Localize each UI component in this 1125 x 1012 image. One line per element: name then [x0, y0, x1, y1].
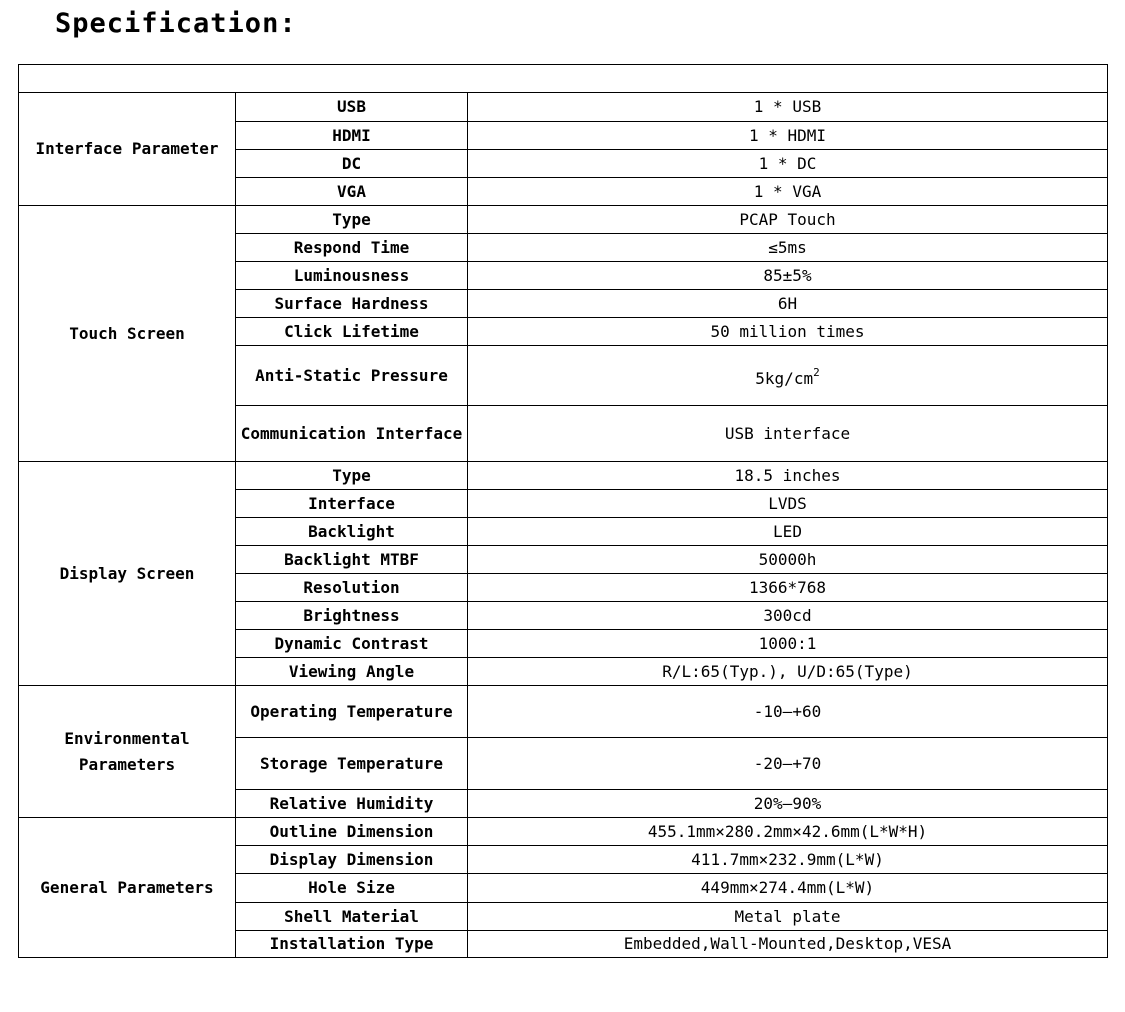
param-label: Shell Material: [236, 903, 468, 931]
param-label: Storage Temperature: [236, 738, 468, 790]
section-touch-screen: Touch Screen: [19, 206, 236, 462]
param-value: 18.5 inches: [468, 462, 1108, 490]
param-value: 1000:1: [468, 630, 1108, 658]
param-value: 449mm×274.4mm(L*W): [468, 874, 1108, 903]
param-value: ≤5ms: [468, 234, 1108, 262]
param-label: Surface Hardness: [236, 290, 468, 318]
param-label: USB: [236, 93, 468, 122]
blank-header-cell: [19, 65, 1108, 93]
param-label: Outline Dimension: [236, 818, 468, 846]
param-value: 411.7mm×232.9mm(L*W): [468, 846, 1108, 874]
param-value: -10—+60: [468, 686, 1108, 738]
param-label: Hole Size: [236, 874, 468, 903]
param-label: Resolution: [236, 574, 468, 602]
param-value: 20%—90%: [468, 790, 1108, 818]
table-row: [19, 93, 1108, 122]
param-label: Respond Time: [236, 234, 468, 262]
param-label: HDMI: [236, 122, 468, 150]
param-value: 1 * HDMI: [468, 122, 1108, 150]
param-value: 85±5%: [468, 262, 1108, 290]
param-value: 1 * VGA: [468, 178, 1108, 206]
param-value: [468, 346, 1108, 406]
param-label: Operating Temperature: [236, 686, 468, 738]
table-header-row: [19, 65, 1108, 93]
param-label: Dynamic Contrast: [236, 630, 468, 658]
param-value: 300cd: [468, 602, 1108, 630]
param-label: Backlight: [236, 518, 468, 546]
param-value: USB interface: [468, 406, 1108, 462]
param-label: Communication Interface: [236, 406, 468, 462]
section-display-screen: Display Screen: [19, 462, 236, 686]
param-value: Embedded,Wall-Mounted,Desktop,VESA: [468, 931, 1108, 958]
param-value: LED: [468, 518, 1108, 546]
param-label: VGA: [236, 178, 468, 206]
param-value: R/L:65(Typ.), U/D:65(Type): [468, 658, 1108, 686]
section-environmental-parameters: Environmental Parameters: [19, 686, 236, 818]
param-value: 50 million times: [468, 318, 1108, 346]
param-value: 455.1mm×280.2mm×42.6mm(L*W*H): [468, 818, 1108, 846]
section-interface-parameter: Interface Parameter: [19, 93, 236, 206]
param-label: Interface: [236, 490, 468, 518]
param-label: Anti-Static Pressure: [236, 346, 468, 406]
param-value-text: 5kg/cm: [755, 368, 814, 388]
param-label: DC: [236, 150, 468, 178]
superscript-exponent: 2: [813, 365, 820, 379]
table-row: [19, 686, 1108, 738]
table-row: [19, 206, 1108, 234]
param-value: Metal plate: [468, 903, 1108, 931]
param-label: Luminousness: [236, 262, 468, 290]
param-label: Installation Type: [236, 931, 468, 958]
param-label: Type: [236, 462, 468, 490]
param-value: 50000h: [468, 546, 1108, 574]
specification-table: [18, 64, 1108, 958]
param-value: -20—+70: [468, 738, 1108, 790]
table-row: [19, 462, 1108, 490]
table-row: [19, 818, 1108, 846]
param-value: 1 * USB: [468, 93, 1108, 122]
param-value: LVDS: [468, 490, 1108, 518]
param-label: Relative Humidity: [236, 790, 468, 818]
param-value: 1366*768: [468, 574, 1108, 602]
param-label: Display Dimension: [236, 846, 468, 874]
param-value: 1 * DC: [468, 150, 1108, 178]
param-label: Brightness: [236, 602, 468, 630]
param-label: Type: [236, 206, 468, 234]
param-value: 6H: [468, 290, 1108, 318]
param-label: Viewing Angle: [236, 658, 468, 686]
param-label: Backlight MTBF: [236, 546, 468, 574]
param-value: PCAP Touch: [468, 206, 1108, 234]
section-general-parameters: General Parameters: [19, 818, 236, 958]
page-title: Specification:: [55, 8, 297, 39]
param-label: Click Lifetime: [236, 318, 468, 346]
